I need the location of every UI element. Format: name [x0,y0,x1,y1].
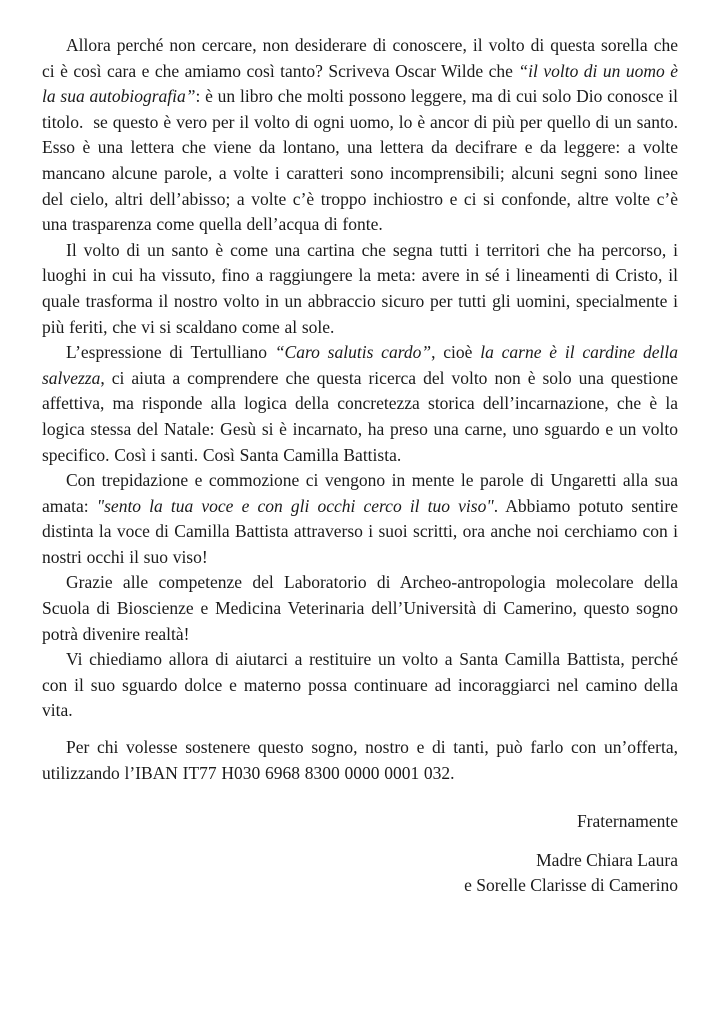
paragraph-5: Grazie alle competenze del Laboratorio di Archeo-antropologia molecolare della Scuola di Bioscienze e Medicina Veterinaria dell’Università di Camerino, questo sogno potrà divenire realtà! [42,572,678,644]
paragraph-6: Vi chiediamo allora di aiutarci a restituire un volto a Santa Camilla Battista, perché con il suo sguardo dolce e materno possa continuare ad incoraggiarci nel camino della vita. [42,649,678,721]
paragraph-2: Il volto di un santo è come una cartina che segna tutti i territori che ha percorso, i luoghi in cui ha vissuto, fino a raggiungere la meta: avere in sé i lineamenti di Cristo, il quale trasforma il nostro volto in un abbraccio sicuro per tutti gli uomini, specialmente i più feriti, che vi si scaldano come al sole. [42,239,678,337]
signature-line-1: Madre Chiara Laura [536,849,678,870]
signature-line-2: e Sorelle Clarisse di Camerino [464,875,678,896]
paragraph-7-iban: Per chi volesse sostenere questo sogno, nostro e di tanti, può farlo con un’offerta, utilizzando l’IBAN IT77 H030 6968 8300 0000 0001 032. [42,737,678,783]
paragraph-1: Allora perché non cercare, non desiderare di conoscere, il volto di questa sorella che ci è così cara e che amiamo così tanto? Scriveva Oscar Wilde che “il volto di un uomo è la sua autobiografia”: è un libro che molti possono leggere, ma di cui solo Dio conosce il titolo. se questo è vero per il volto di ogni uomo, lo è ancor di più per quello di un santo. Esso è una lettera che viene da lontano, una lettera da decifrare e da leggere: a volte mancano alcune parole, a volte i caratteri sono incomprensibili; alcuni segni sono linee del cielo, altri dell’abisso; a volte c’è troppo inchiostro e ci si confonde, altre volte c’è una trasparenza come quella dell’acqua di fonte. [42,35,679,235]
paragraph-4: Con trepidazione e commozione ci vengono in mente le parole di Ungaretti alla sua amata: "sento la tua voce e con gli occhi cerco il tuo viso". Abbiamo potuto sentire distinta la voce di Camilla Battista attraverso i suoi scritti, ora anche noi cerchiamo con i nostri occhi il suo viso! [42,470,678,567]
closing-salutation: Fraternamente [576,811,678,832]
paragraph-3: L’espressione di Tertulliano “Caro salutis cardo”, cioè la carne è il cardine della salvezza, ci aiuta a comprendere che questa ricerca del volto non è solo una questione affettiva, ma risponde alla logica della concretezza storica dell’incarnazione, che è la logica stessa del Natale: Gesù si è incarnato, ha preso una carne, uno sguardo e un volto specifico. Così i santi. Così Santa Camilla Battista. [42,342,678,465]
closing-block [42,809,678,899]
